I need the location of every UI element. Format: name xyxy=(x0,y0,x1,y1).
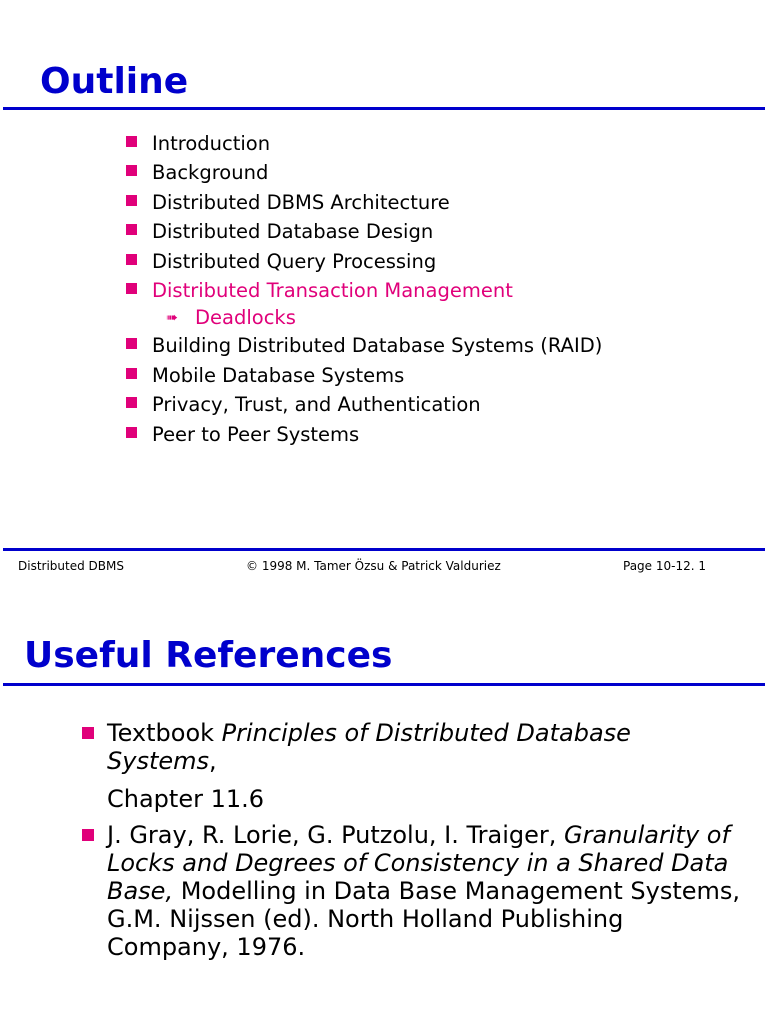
footer-copyright: © 1998 M. Tamer Özsu & Patrick Valduriez xyxy=(246,559,501,573)
reference-text xyxy=(107,719,742,775)
references-slide xyxy=(0,588,768,1024)
reference-prefix: Textbook xyxy=(107,719,222,747)
list-item xyxy=(126,129,602,158)
page-title: Useful References xyxy=(24,635,393,676)
reference-suffix: , xyxy=(209,747,217,775)
title-rule xyxy=(3,683,765,686)
list-item-label: Building Distributed Database Systems (RAID) xyxy=(152,334,603,358)
square-bullet-icon xyxy=(126,338,137,349)
square-bullet-icon xyxy=(126,224,137,235)
square-bullet-icon xyxy=(126,195,137,206)
list-item-label: Background xyxy=(152,161,269,185)
list-item xyxy=(126,247,602,276)
square-bullet-icon xyxy=(126,165,137,176)
list-item-current xyxy=(126,276,602,305)
sub-list-item xyxy=(126,305,602,331)
list-item xyxy=(126,188,602,217)
square-bullet-icon xyxy=(82,829,94,841)
list-item xyxy=(126,420,602,449)
reference-text xyxy=(107,821,742,961)
list-item xyxy=(126,217,602,246)
square-bullet-icon xyxy=(126,427,137,438)
outline-list xyxy=(126,129,602,449)
list-item-label: Introduction xyxy=(152,132,271,155)
square-bullet-icon xyxy=(82,727,94,739)
list-item xyxy=(126,331,602,360)
list-item xyxy=(126,158,602,187)
list-item xyxy=(126,361,602,390)
reference-publication: Modelling in Data Base Management Systems, G.M. Nijssen (ed). North Holland Publishing Company, 1976. xyxy=(107,877,741,961)
title-rule xyxy=(3,107,765,110)
reference-list xyxy=(82,719,742,961)
list-item-label: Mobile Database Systems xyxy=(152,363,405,387)
list-item-label: Peer to Peer Systems xyxy=(152,422,360,446)
reference-authors: J. Gray, R. Lorie, G. Putzolu, I. Traiger, xyxy=(107,821,565,849)
list-item-label: Privacy, Trust, and Authentication xyxy=(152,393,481,417)
reference-paper-title: Granularity of Locks and Degrees of Consistency in a Shared Data Base, xyxy=(107,821,730,905)
list-item-label: Distributed Transaction Management xyxy=(152,279,513,303)
arrow-bullet-icon: ➠ xyxy=(166,310,178,327)
square-bullet-icon xyxy=(126,368,137,379)
page-title: Outline xyxy=(40,61,189,102)
footer-course: Distributed DBMS xyxy=(18,559,124,573)
list-item-label: Distributed Query Processing xyxy=(152,249,437,273)
reference-item xyxy=(82,821,742,961)
reference-book-title: Principles of Distributed Database Systems xyxy=(107,719,631,775)
list-item-label: Distributed DBMS Architecture xyxy=(152,190,450,214)
list-item-label: Distributed Database Design xyxy=(152,220,434,244)
footer-rule xyxy=(3,548,765,551)
list-item-label: Deadlocks xyxy=(195,306,296,330)
list-item xyxy=(126,390,602,419)
reference-chapter: Chapter 11.6 xyxy=(107,785,265,813)
square-bullet-icon xyxy=(126,283,137,294)
square-bullet-icon xyxy=(126,136,137,147)
square-bullet-icon xyxy=(126,397,137,408)
reference-item xyxy=(82,719,742,813)
square-bullet-icon xyxy=(126,254,137,265)
footer-page-number: Page 10-12. 1 xyxy=(623,559,706,573)
